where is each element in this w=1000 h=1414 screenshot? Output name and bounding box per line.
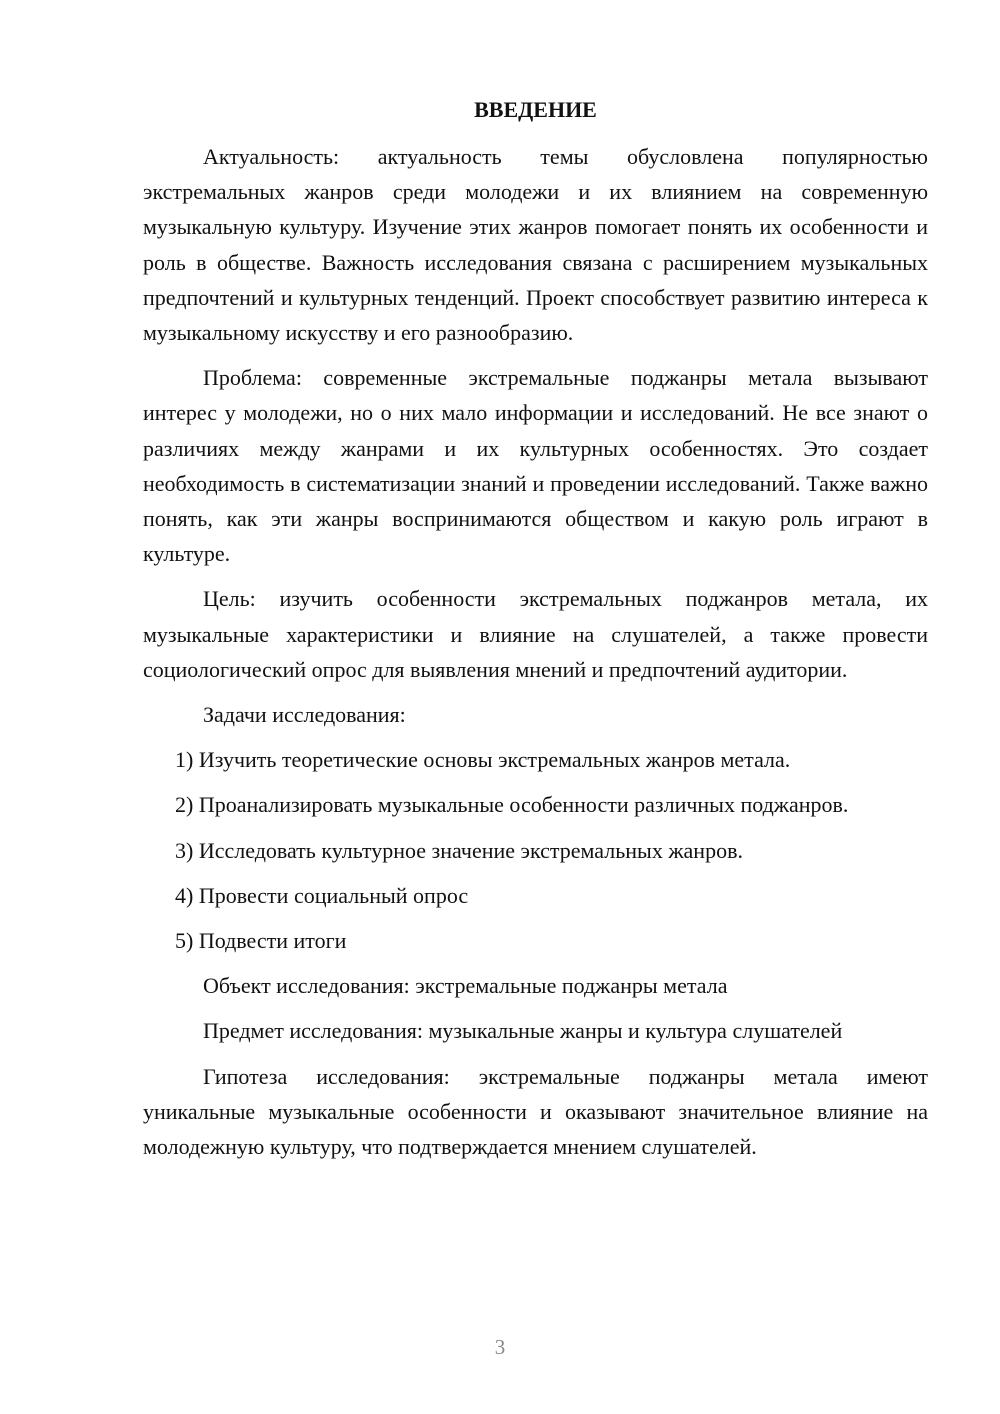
paragraph-problem: Проблема: современные экстремальные поджанры метала вызывают интерес у молодежи, но о них мало информации и исследований. Не все знают о различиях между жанрами и их культурных особенностях. Это создает необходимость в систематизации знаний и проведении исследований. Также важно понять, как эти жанры воспринимаются обществом и какую роль играют в культуре. (143, 365, 928, 567)
page-number: 3 (494, 1335, 506, 1359)
paragraph-subject: Предмет исследования: музыкальные жанры и культура слушателей (203, 1018, 843, 1044)
task-item: 5) Подвести итоги (175, 928, 347, 954)
paragraph-relevance: Актуальность: актуальность темы обусловлена популярностью экстремальных жанров среди молодежи и их влиянием на современную музыкальную культуру. Изучение этих жанров помогает понять их особенности и роль в обществе. Важность исследования связана с расширением музыкальных предпочтений и культурных тенденций. Проект способствует развитию интереса к музыкальному искусству и его разнообразию. (143, 144, 928, 346)
task-item: 1) Изучить теоретические основы экстремальных жанров метала. (175, 747, 791, 773)
paragraph-object: Объект исследования: экстремальные поджанры метала (203, 973, 728, 999)
task-item: 2) Проанализировать музыкальные особенности различных поджанров. (175, 792, 849, 818)
paragraph-tasks-heading: Задачи исследования: (203, 702, 406, 728)
paragraph-hypothesis: Гипотеза исследования: экстремальные поджанры метала имеют уникальные музыкальные особенности и оказывают значительное влияние на молодежную культуру, что подтверждается мнением слушателей. (143, 1063, 928, 1160)
section-title: ВВЕДЕНИЕ (474, 97, 597, 122)
page-content (143, 95, 928, 1174)
task-item: 3) Исследовать культурное значение экстремальных жанров. (175, 837, 743, 863)
paragraph-goal: Цель: изучить особенности экстремальных поджанров метала, их музыкальные характеристики и влияние на слушателей, а также провести социологический опрос для выявления мнений и предпочтений аудитории. (143, 586, 928, 682)
task-item: 4) Провести социальный опрос (175, 882, 469, 908)
